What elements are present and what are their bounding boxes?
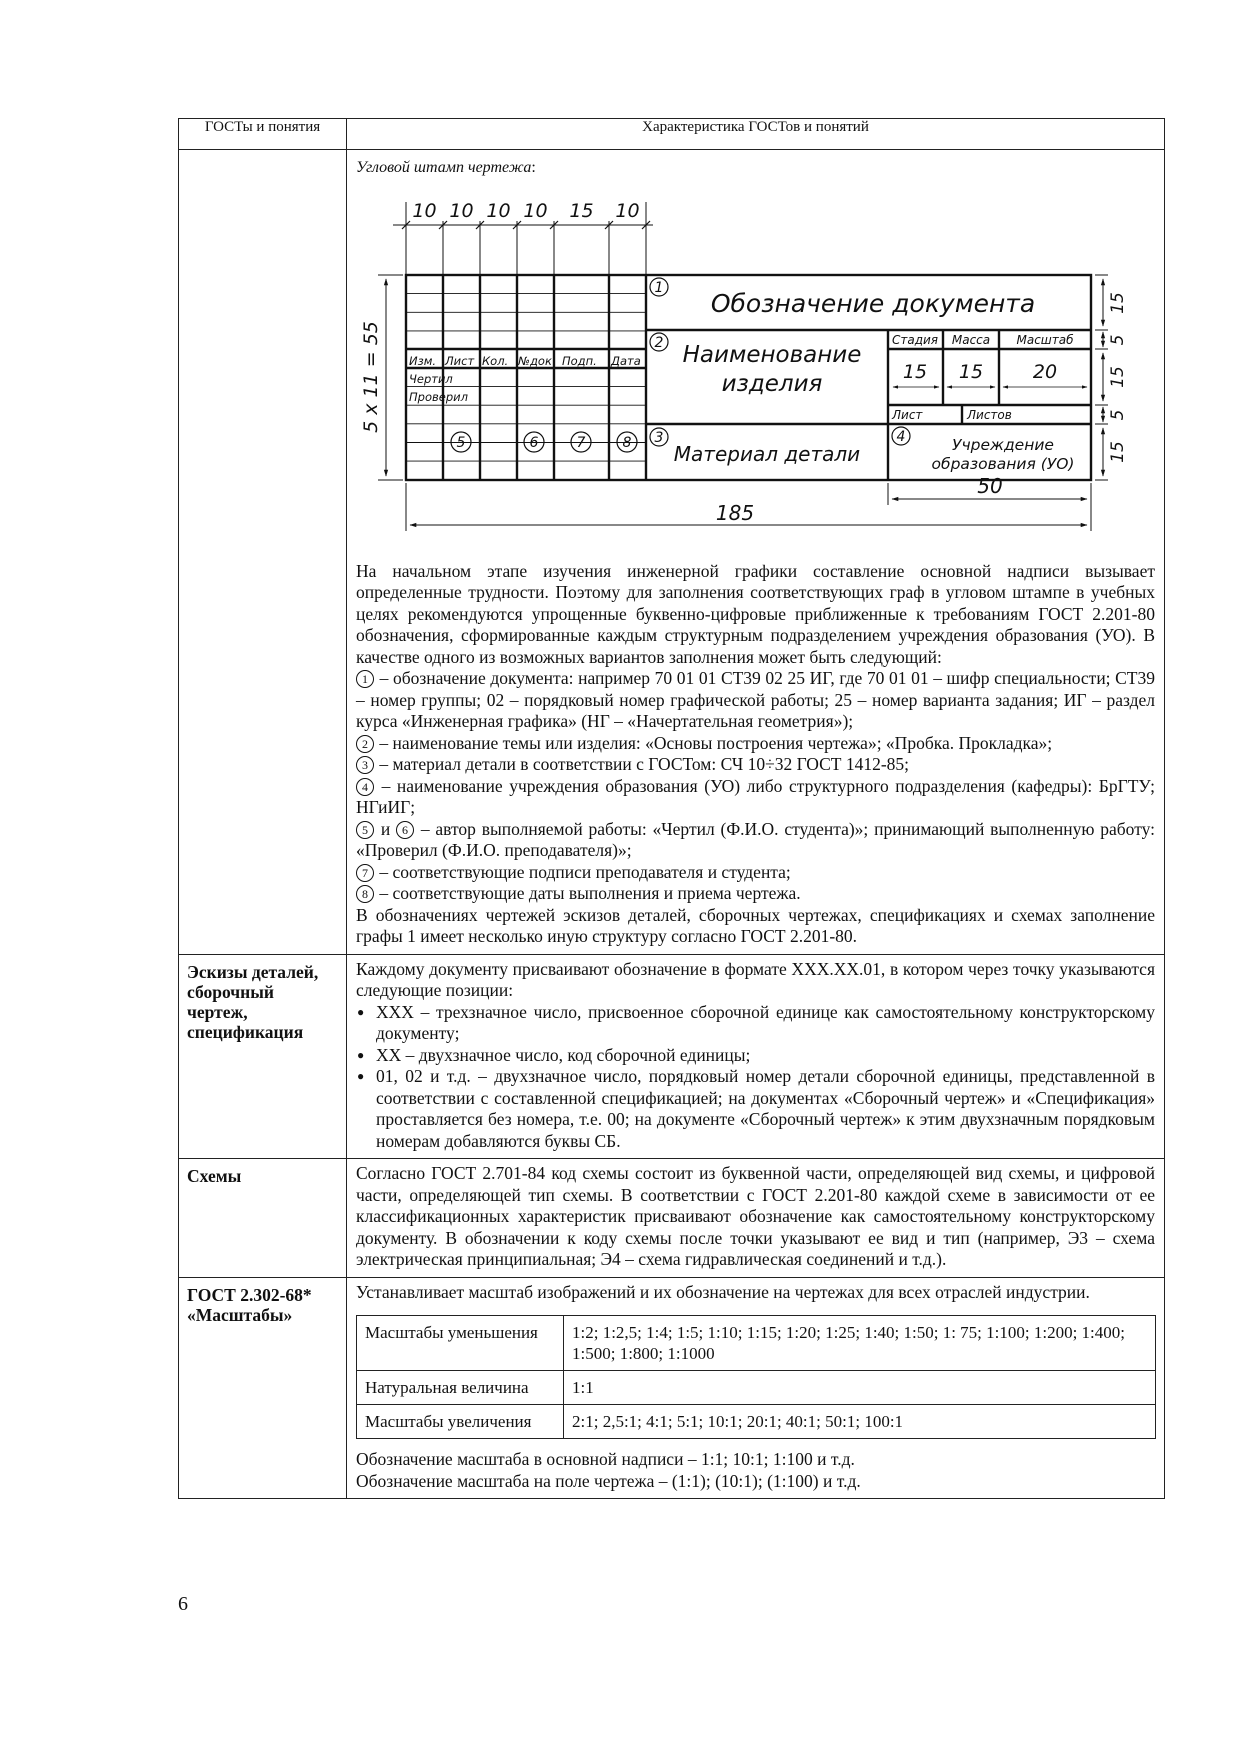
sketches-list [356, 1002, 1155, 1153]
marker-7: 7 [576, 434, 586, 451]
page-number: 6 [178, 1593, 188, 1615]
dim-right-2: 5 [1108, 334, 1128, 345]
text-material: Материал детали [673, 441, 861, 466]
list-item: ● ХХХ – трехзначное число, присвоенное сборочной единице как самостоятельному конструкторскому документу; [356, 1002, 1155, 1045]
scale-values-natural: 1:1 [564, 1371, 1156, 1405]
header-characteristics-column: Характеристика ГОСТов и понятий [347, 119, 1165, 150]
table-row-scales [179, 1277, 1165, 1499]
dim-col-2: 10 [449, 199, 474, 222]
table-row [357, 1316, 1156, 1371]
table-row [357, 1371, 1156, 1405]
marker-6: 6 [529, 434, 539, 451]
label-proveril: Проверил [409, 389, 468, 404]
dim-right-4: 5 [1108, 409, 1128, 420]
header-gost-column: ГОСТы и понятия [179, 119, 347, 150]
marker-1: 1 [654, 279, 664, 296]
schemes-text: Согласно ГОСТ 2.701-84 код схемы состоит из буквенной части, определяющей вид схемы, и цифровой части, определяющей тип схемы. В соответствии с ГОСТ 2.201-80 каждой схеме в зависимости от ее классификационных характеристик присваивают обозначение как самостоятельному конструкторскому документу. В обозначении к коду схемы после точки указывают ее вид и тип (например, Э3 – схема электрическая принципиальная; Э4 – схема гидравлическая соединений и т.д.). [356, 1163, 1155, 1269]
stamp-explanation [356, 561, 1155, 948]
marker-2: 2 [654, 334, 664, 351]
scale-name-enlargement: Масштабы увеличения [357, 1405, 564, 1439]
label-izm: Изм. [409, 353, 437, 368]
label-stadiya: Стадия [891, 332, 939, 347]
scales-note-2: Обозначение масштаба на поле чертежа – (1:1); (10:1); (1:100) и т.д. [356, 1470, 861, 1491]
explanation-item-5-6: 5 и 6 – автор выполняемой работы: «Чертил (Ф.И.О. студента)»; принимающий выполненную работу: «Проверил (Ф.И.О. преподавателя)»; [356, 818, 1156, 860]
scales-title: ГОСТ 2.302-68* «Масштабы» [179, 1277, 347, 1499]
dim-height: 5 x 11 = 55 [360, 320, 382, 433]
table-header-row [179, 119, 1165, 150]
explanation-intro: На начальном этапе изучения инженерной графики составление основной надписи вызывает определенные трудности. Поэтому для заполнения соответствующих граф в угловом штампе в учебных целях рекомендуются упрощенные буквенно-цифровые приближенные к требованиям ГОСТ 2.201-80 обозначения, сформированные каждым структурным подразделением учреждения образования (УО). В качестве одного из возможных вариантов заполнения может быть следующий: [356, 560, 1155, 667]
scale-values-reduction: 1:2; 1:2,5; 1:4; 1:5; 1:10; 1:15; 1:20; 1:25; 1:40; 1:50; 1: 75; 1:100; 1:200; 1:400; 1:500; 1:800; 1:1000 [564, 1316, 1156, 1371]
dim-right-1: 15 [1108, 291, 1128, 314]
dim-185: 185 [715, 500, 755, 525]
marker-4: 4 [896, 428, 906, 445]
text-uchrezhdenie-1: Учреждение [952, 435, 1054, 454]
value-massa: 15 [958, 360, 984, 383]
text-uchrezhdenie-2: образования (УО) [931, 454, 1075, 473]
dim-50: 50 [977, 473, 1003, 498]
explanation-item-4: 4 – наименование учреждения образования (УО) либо структурного подразделения (кафедры): БрГТУ; НГиИГ; [356, 775, 1156, 817]
dim-col-1: 10 [412, 199, 437, 222]
label-list: Лист [445, 353, 475, 368]
label-listov: Листов [967, 407, 1012, 422]
scales-cell [347, 1277, 1165, 1499]
dim-col-3: 10 [486, 199, 511, 222]
marker-5: 5 [456, 434, 466, 451]
label-podp: Подп. [562, 353, 597, 368]
label-masshtab: Масштаб [1016, 332, 1074, 347]
label-ndok: №док [518, 353, 552, 368]
explanation-item-2: 2 – наименование темы или изделия: «Основы построения чертежа»; «Пробка. Прокладка»; [356, 733, 1155, 755]
explanation-item-8: 8 – соответствующие даты выполнения и приема чертежа. [356, 883, 1155, 905]
value-stadiya: 15 [902, 360, 928, 383]
list-item: ● 01, 02 и т.д. – двухзначное число, порядковый номер детали сборочной единицы, представленной в соответствии с составленной спецификацией; на документах «Сборочный чертеж» и «Спецификация» проставляется без номера, т.е. 00; на документе «Сборочный чертеж» к этим двухзначным порядковым номерам добавляются буквы СБ. [356, 1066, 1155, 1152]
dim-col-5: 15 [569, 199, 594, 222]
scales-table [356, 1315, 1156, 1439]
scale-name-reduction: Масштабы уменьшения [357, 1316, 564, 1371]
table-row-stamp [179, 150, 1165, 955]
label-massa: Масса [951, 332, 991, 347]
label-data: Дата [611, 353, 641, 368]
marker-3: 3 [654, 429, 664, 446]
explanation-item-3: 3 – материал детали в соответствии с ГОСТом: СЧ 10÷32 ГОСТ 1412-85; [356, 754, 1155, 776]
table-row-schemes [179, 1159, 1165, 1278]
sketches-cell [347, 954, 1165, 1159]
marker-8: 8 [622, 434, 632, 451]
table-row-sketches [179, 954, 1165, 1159]
stamp-caption: Угловой штамп чертежа: [356, 159, 536, 176]
label-kol: Кол. [482, 353, 509, 368]
scales-intro: Устанавливает масштаб изображений и их обозначение на чертежах для всех отраслей индустрии. [356, 1281, 1090, 1302]
text-item-name-1: Наименование [682, 341, 862, 368]
text-item-name-2: изделия [721, 370, 823, 397]
stamp-cell [347, 150, 1165, 955]
dim-col-6: 10 [615, 199, 640, 222]
table-row [357, 1405, 1156, 1439]
scale-name-natural: Натуральная величина [357, 1371, 564, 1405]
list-item: ● ХХ – двухзначное число, код сборочной единицы; [356, 1045, 1155, 1067]
schemes-cell [347, 1159, 1165, 1278]
label-chertil: Чертил [409, 371, 453, 386]
schemes-title: Схемы [179, 1159, 347, 1278]
title-block-drawing [353, 179, 1153, 561]
sketches-title: Эскизы деталей, сборочный чертеж, спецификация [179, 954, 347, 1159]
explanation-item-1: 1 – обозначение документа: например 70 01 01 СТ39 02 25 ИГ, где 70 01 01 – шифр специальности; СТ39 – номер группы; 02 – порядковый номер графической работы; 25 – номер варианта задания; ИГ – раздел курса «Инженерная графика» (НГ – «Начертательная геометрия»); [356, 668, 1156, 731]
sketches-intro: Каждому документу присваивают обозначение в формате ХХХ.ХХ.01, в котором через точку указываются следующие позиции: [356, 958, 1155, 1000]
dim-right-5: 15 [1108, 440, 1128, 463]
gost-table [178, 118, 1165, 1499]
empty-left-cell [179, 150, 347, 955]
explanation-closing: В обозначениях чертежей эскизов деталей, сборочных чертежах, спецификациях и схемах заполнение графы 1 имеет несколько иную структуру согласно ГОСТ 2.201-80. [356, 904, 1155, 946]
text-doc-title: Обозначение документа [710, 288, 1036, 318]
label-list-sheet: Лист [892, 407, 923, 422]
scale-values-enlargement: 2:1; 2,5:1; 4:1; 5:1; 10:1; 20:1; 40:1; 50:1; 100:1 [564, 1405, 1156, 1439]
dim-right-3: 15 [1108, 365, 1128, 388]
scales-note-1: Обозначение масштаба в основной надписи – 1:1; 10:1; 1:100 и т.д. [356, 1449, 855, 1469]
explanation-item-7: 7 – соответствующие подписи преподавателя и студента; [356, 862, 1155, 884]
value-masshtab: 20 [1032, 360, 1058, 383]
dim-col-4: 10 [523, 199, 548, 222]
